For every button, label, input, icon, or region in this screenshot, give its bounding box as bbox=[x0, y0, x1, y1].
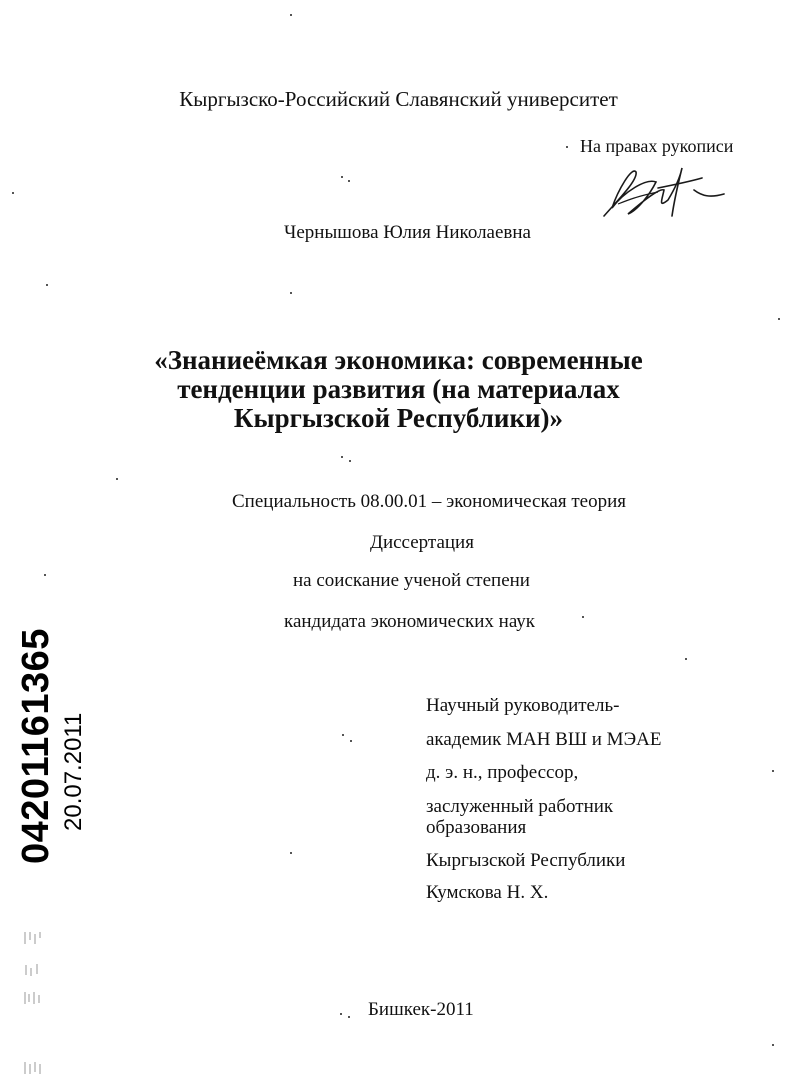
city-year: Бишкек-2011 bbox=[368, 999, 474, 1020]
scan-speck bbox=[772, 770, 774, 772]
manuscript-note: На правах рукописи bbox=[580, 136, 734, 156]
scan-speck bbox=[116, 478, 118, 480]
scan-speck bbox=[341, 456, 343, 458]
advisor-line-6: Кыргызской Республики bbox=[426, 850, 626, 871]
scan-speck bbox=[685, 658, 687, 660]
title-line-2: тенденции развития (на материалах bbox=[177, 374, 620, 404]
degree-line-1: на соискание ученой степени bbox=[293, 570, 530, 591]
library-stamp-date: 20.07.2011 bbox=[60, 712, 87, 831]
title-line-3: Кыргызской Республики)» bbox=[233, 403, 564, 433]
degree-line-2: кандидата экономических наук bbox=[284, 611, 536, 632]
dissertation-label: Диссертация bbox=[370, 532, 474, 553]
advisor-line-7: Кумскова Н. Х. bbox=[426, 882, 549, 903]
scan-edge-mark bbox=[22, 962, 44, 978]
scan-speck bbox=[44, 574, 46, 576]
scan-speck bbox=[342, 734, 344, 736]
author-name: Чернышова Юлия Николаевна bbox=[284, 222, 531, 243]
advisor-line-1: Научный руководитель- bbox=[426, 695, 620, 716]
specialty: Специальность 08.00.01 – экономическая теория bbox=[232, 491, 626, 512]
scan-speck bbox=[340, 1013, 342, 1015]
scan-speck bbox=[348, 1016, 350, 1018]
scan-speck bbox=[290, 852, 292, 854]
scan-speck bbox=[349, 460, 351, 462]
advisor-line-2: академик МАН ВШ и МЭАЕ bbox=[426, 729, 662, 750]
scan-speck bbox=[341, 176, 343, 178]
scan-speck bbox=[566, 146, 568, 148]
scan-speck bbox=[46, 284, 48, 286]
scan-speck bbox=[12, 192, 14, 194]
advisor-line-4: заслуженный работник bbox=[426, 796, 614, 817]
scan-speck bbox=[290, 14, 292, 16]
scan-speck bbox=[348, 180, 350, 182]
library-stamp-number: 04201161365 bbox=[15, 628, 57, 864]
scan-edge-mark bbox=[22, 990, 44, 1006]
scan-edge-mark bbox=[22, 930, 44, 946]
scan-speck bbox=[778, 318, 780, 320]
scan-speck bbox=[350, 740, 352, 742]
author-signature bbox=[598, 160, 728, 222]
dissertation-title bbox=[0, 346, 797, 433]
scan-speck bbox=[290, 292, 292, 294]
university-name: Кыргызско-Российский Славянский университет bbox=[179, 87, 618, 111]
advisor-line-5: образования bbox=[426, 817, 527, 838]
scan-speck bbox=[582, 616, 584, 618]
advisor-line-3: д. э. н., профессор, bbox=[426, 762, 579, 783]
title-line-1: «Знаниеёмкая экономика: современные bbox=[154, 345, 643, 375]
scan-edge-mark bbox=[22, 1060, 44, 1076]
scan-speck bbox=[772, 1044, 774, 1046]
